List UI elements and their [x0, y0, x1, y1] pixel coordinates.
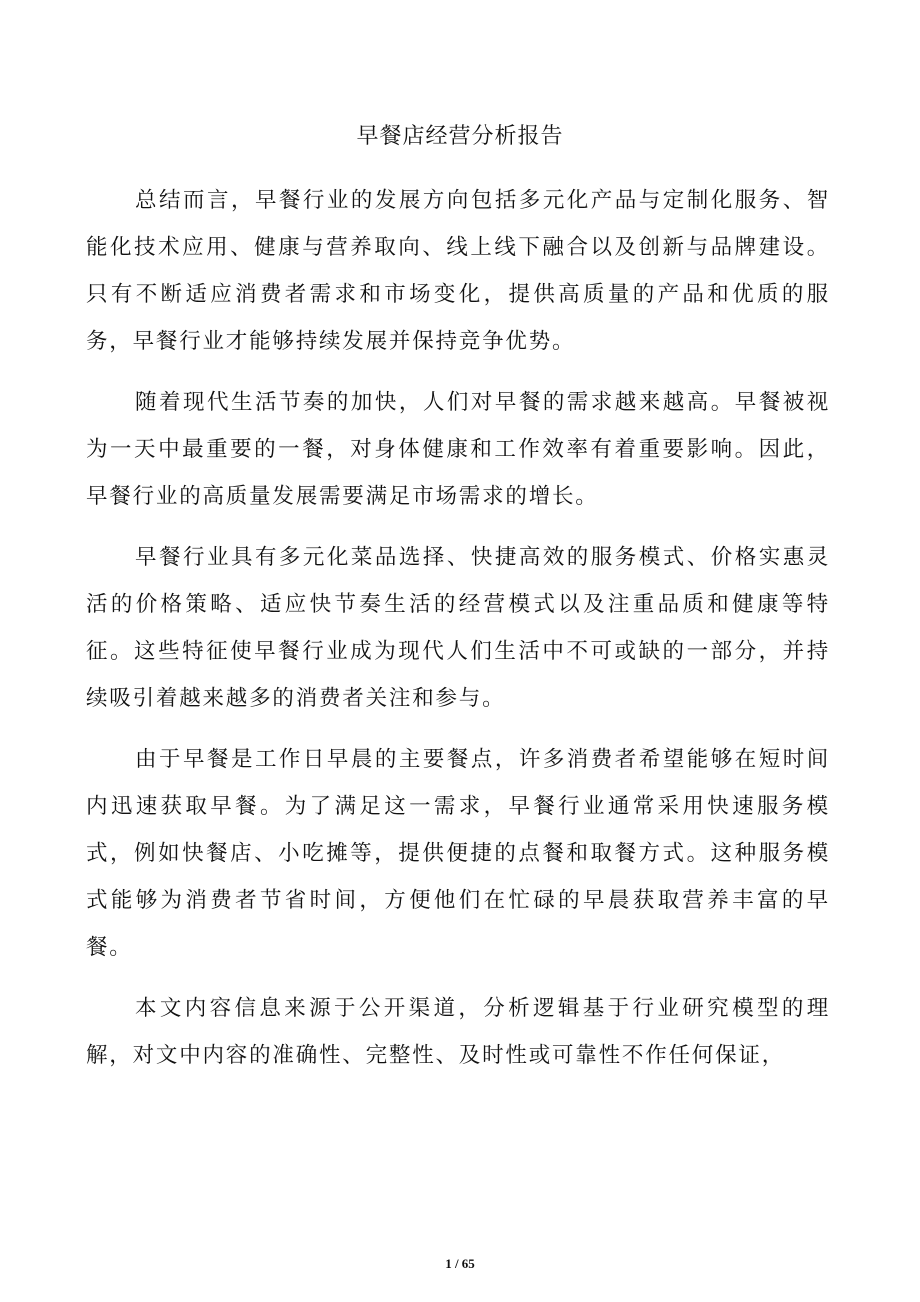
- paragraph-demand: 随着现代生活节奏的加快，人们对早餐的需求越来越高。早餐被视为一天中最重要的一餐，对身体健康和工作效率有着重要影响。因此，早餐行业的高质量发展需要满足市场需求的增长。: [86, 390, 830, 509]
- document-title: 早餐店经营分析报告: [356, 124, 564, 149]
- document-body: [86, 177, 830, 1093]
- paragraph-summary: 总结而言，早餐行业的发展方向包括多元化产品与定制化服务、智能化技术应用、健康与营养取向、线上线下融合以及创新与品牌建设。只有不断适应消费者需求和市场变化，提供高质量的产品和优质的服务，早餐行业才能够持续发展并保持竞争优势。: [86, 188, 830, 354]
- paragraph-disclaimer: 本文内容信息来源于公开渠道，分析逻辑基于行业研究模型的理解，对文中内容的准确性、完整性、及时性或可靠性不作任何保证，: [86, 996, 830, 1068]
- paragraph-features: 早餐行业具有多元化菜品选择、快捷高效的服务模式、价格实惠灵活的价格策略、适应快节奏生活的经营模式以及注重品质和健康等特征。这些特征使早餐行业成为现代人们生活中不可或缺的一部分，并持续吸引着越来越多的消费者关注和参与。: [86, 545, 830, 711]
- page-number: 1 / 65: [445, 1256, 475, 1271]
- paragraph-service-model: 由于早餐是工作日早晨的主要餐点，许多消费者希望能够在短时间内迅速获取早餐。为了满足这一需求，早餐行业通常采用快速服务模式，例如快餐店、小吃摊等，提供便捷的点餐和取餐方式。这种服务模式能够为消费者节省时间，方便他们在忙碌的早晨获取营养丰富的早餐。: [86, 747, 830, 960]
